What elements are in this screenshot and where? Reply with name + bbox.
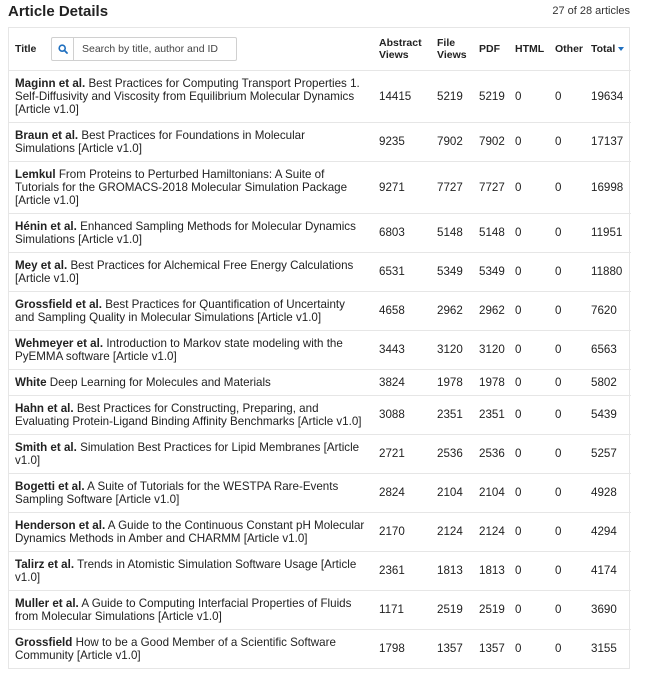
- article-authors: Hahn et al.: [15, 401, 74, 415]
- cell-file-views: 7902: [437, 135, 463, 148]
- cell-pdf: 2519: [479, 603, 505, 616]
- column-header-other[interactable]: Other: [555, 42, 584, 55]
- cell-total: 5439: [591, 408, 617, 421]
- cell-file-views: 2962: [437, 304, 463, 317]
- cell-abstract-views: 9235: [379, 135, 405, 148]
- cell-abstract-views: 6531: [379, 265, 405, 278]
- cell-total: 19634: [591, 89, 624, 103]
- article-authors: Henderson et al.: [15, 518, 106, 532]
- article-title: A Guide to Computing Interfacial Properties of Fluids from Molecular Simulations [Article v1.0]: [15, 596, 352, 623]
- table-row: [9, 369, 631, 395]
- cell-file-views: 2519: [437, 603, 463, 616]
- cell-other: 0: [555, 447, 562, 460]
- article-table: [9, 28, 631, 668]
- cell-abstract-views: 3443: [379, 343, 405, 356]
- cell-file-views: 1357: [437, 642, 463, 656]
- table-body: [9, 70, 631, 668]
- cell-file-views: 2351: [437, 408, 463, 421]
- article-title: How to be a Good Member of a Scientific Software Community [Article v1.0]: [15, 635, 336, 662]
- article-title: Best Practices for Foundations in Molecular Simulations [Article v1.0]: [15, 128, 305, 155]
- article-authors: Smith et al.: [15, 440, 77, 454]
- article-title: Simulation Best Practices for Lipid Membranes [Article v1.0]: [15, 440, 360, 467]
- cell-html: 0: [515, 447, 522, 460]
- cell-other: 0: [555, 89, 562, 103]
- cell-pdf: 2351: [479, 408, 505, 421]
- cell-abstract-views: 1171: [379, 603, 404, 616]
- article-title: Best Practices for Computing Transport Properties 1. Self-Diffusivity and Viscosity from Equilibrium Molecular Dynamics [Article v1.0]: [15, 76, 360, 116]
- cell-html: 0: [515, 486, 522, 499]
- cell-total: 3690: [591, 603, 617, 616]
- cell-html: 0: [515, 343, 522, 356]
- cell-abstract-views: 1798: [379, 642, 405, 656]
- table-row: [9, 70, 631, 122]
- article-title-cell: [9, 590, 371, 629]
- article-authors: Maginn et al.: [15, 76, 86, 90]
- cell-total: 16998: [591, 180, 624, 194]
- cell-pdf: 2124: [479, 525, 505, 538]
- cell-total: 11880: [591, 265, 623, 278]
- cell-pdf: 1357: [479, 642, 505, 656]
- article-title-cell: [9, 70, 371, 122]
- article-title-cell: [9, 252, 371, 291]
- cell-total: 5802: [591, 375, 617, 389]
- cell-pdf: 5349: [479, 265, 505, 278]
- cell-html: 0: [515, 304, 522, 317]
- total-column-label: Total: [591, 42, 616, 55]
- cell-html: 0: [515, 89, 522, 103]
- article-title-cell: [9, 551, 371, 590]
- cell-file-views: 5148: [437, 226, 463, 239]
- table-row: [9, 512, 631, 551]
- cell-abstract-views: 4658: [379, 304, 405, 317]
- cell-file-views: 5349: [437, 265, 463, 278]
- page-title: Article Details: [8, 2, 109, 20]
- cell-abstract-views: 2721: [379, 447, 405, 460]
- cell-other: 0: [555, 564, 562, 577]
- article-title: Best Practices for Constructing, Preparing, and Evaluating Protein-Ligand Binding Affinity Benchmarks [Article v1.0]: [15, 401, 362, 428]
- sort-descending-icon: [618, 47, 624, 51]
- cell-html: 0: [515, 408, 522, 421]
- cell-abstract-views: 3088: [379, 408, 405, 421]
- table-header-row: [9, 28, 631, 70]
- column-header-html[interactable]: HTML: [515, 42, 545, 55]
- article-table-container: [8, 27, 630, 669]
- article-title: Introduction to Markov state modeling with the PyEMMA software [Article v1.0]: [15, 336, 343, 363]
- cell-file-views: 1813: [437, 564, 463, 577]
- article-authors: Braun et al.: [15, 128, 79, 142]
- cell-abstract-views: 9271: [379, 180, 405, 194]
- table-row: [9, 122, 631, 161]
- cell-total: 5257: [591, 447, 617, 460]
- cell-pdf: 1978: [479, 375, 505, 389]
- table-row: [9, 252, 631, 291]
- article-authors: Grossfield: [15, 635, 73, 649]
- article-authors: White: [15, 375, 47, 389]
- cell-other: 0: [555, 603, 562, 616]
- table-row: [9, 291, 631, 330]
- cell-other: 0: [555, 525, 562, 538]
- cell-pdf: 5148: [479, 226, 505, 239]
- cell-file-views: 5219: [437, 89, 463, 103]
- cell-other: 0: [555, 304, 562, 317]
- article-authors: Grossfield et al.: [15, 297, 102, 311]
- cell-html: 0: [515, 375, 522, 389]
- cell-html: 0: [515, 180, 522, 194]
- column-header-pdf[interactable]: PDF: [479, 42, 500, 55]
- cell-pdf: 2536: [479, 447, 505, 460]
- column-header-total[interactable]: [583, 28, 631, 70]
- cell-html: 0: [515, 642, 522, 656]
- article-title: Deep Learning for Molecules and Materials: [49, 375, 271, 389]
- cell-pdf: 5219: [479, 89, 505, 103]
- cell-html: 0: [515, 226, 522, 239]
- table-row: [9, 330, 631, 369]
- cell-total: 6563: [591, 343, 617, 356]
- table-row: [9, 551, 631, 590]
- article-title: Trends in Atomistic Simulation Software Usage [Article v1.0]: [15, 557, 357, 584]
- cell-html: 0: [515, 603, 522, 616]
- cell-abstract-views: 2824: [379, 486, 405, 499]
- cell-file-views: 1978: [437, 375, 463, 389]
- article-title: A Suite of Tutorials for the WESTPA Rare-Events Sampling Software [Article v1.0]: [15, 479, 339, 506]
- article-title: Best Practices for Alchemical Free Energy Calculations [Article v1.0]: [15, 258, 354, 285]
- panel-header: [8, 0, 630, 22]
- column-header-file-views[interactable]: File Views: [437, 36, 467, 61]
- cell-other: 0: [555, 265, 562, 278]
- article-authors: Talirz et al.: [15, 557, 75, 571]
- cell-abstract-views: 3824: [379, 375, 405, 389]
- cell-other: 0: [555, 343, 562, 356]
- article-authors: Wehmeyer et al.: [15, 336, 104, 350]
- article-count: 27 of 28 articles: [552, 5, 630, 17]
- cell-pdf: 7727: [479, 180, 505, 194]
- cell-total: 4294: [591, 525, 617, 538]
- article-authors: Mey et al.: [15, 258, 68, 272]
- cell-other: 0: [555, 375, 562, 389]
- table-row: [9, 629, 631, 668]
- article-title-cell: [9, 473, 371, 512]
- cell-total: 4928: [591, 486, 617, 499]
- article-title: From Proteins to Perturbed Hamiltonians: A Suite of Tutorials for the GROMACS-2018 Molecular Simulation Package [Article v1.0]: [15, 167, 348, 207]
- article-authors: Lemkul: [15, 167, 56, 181]
- article-title-cell: [9, 291, 371, 330]
- cell-abstract-views: 14415: [379, 89, 412, 103]
- article-title-cell: [9, 629, 371, 668]
- article-authors: Hénin et al.: [15, 219, 77, 233]
- article-title: Best Practices for Quantification of Uncertainty and Sampling Quality in Molecular Simulations [Article v1.0]: [15, 297, 345, 324]
- cell-pdf: 3120: [479, 343, 505, 356]
- article-title-cell: [9, 434, 371, 473]
- cell-html: 0: [515, 564, 522, 577]
- article-title-cell: [9, 369, 371, 395]
- column-header-abstract-views[interactable]: Abstract Views: [379, 36, 422, 61]
- cell-html: 0: [515, 135, 522, 148]
- column-header-title: [9, 28, 371, 70]
- cell-total: 3155: [591, 642, 617, 656]
- article-title-cell: [9, 213, 371, 252]
- cell-other: 0: [555, 486, 562, 499]
- cell-file-views: 2104: [437, 486, 463, 499]
- cell-total: 4174: [591, 564, 617, 577]
- cell-abstract-views: 2361: [379, 564, 405, 577]
- table-row: [9, 395, 631, 434]
- table-row: [9, 473, 631, 512]
- cell-abstract-views: 2170: [379, 525, 405, 538]
- cell-other: 0: [555, 180, 562, 194]
- article-title-cell: [9, 161, 371, 213]
- cell-html: 0: [515, 265, 522, 278]
- cell-pdf: 2104: [479, 486, 505, 499]
- cell-pdf: 7902: [479, 135, 505, 148]
- article-title: A Guide to the Continuous Constant pH Molecular Dynamics Methods in Amber and CHARMM [Article v1.0]: [15, 518, 365, 545]
- cell-pdf: 2962: [479, 304, 505, 317]
- article-authors: Muller et al.: [15, 596, 79, 610]
- article-title: Enhanced Sampling Methods for Molecular Dynamics Simulations [Article v1.0]: [15, 219, 356, 246]
- cell-other: 0: [555, 408, 562, 421]
- search-icon[interactable]: [52, 38, 74, 60]
- article-authors: Bogetti et al.: [15, 479, 85, 493]
- article-title-cell: [9, 122, 371, 161]
- article-title-cell: [9, 330, 371, 369]
- title-column-label: Title: [15, 42, 37, 55]
- table-row: [9, 434, 631, 473]
- article-title-cell: [9, 512, 371, 551]
- cell-total: 17137: [591, 135, 624, 148]
- table-row: [9, 213, 631, 252]
- cell-file-views: 7727: [437, 180, 463, 194]
- cell-file-views: 2536: [437, 447, 463, 460]
- cell-pdf: 1813: [479, 564, 505, 577]
- cell-total: 7620: [591, 304, 617, 317]
- cell-other: 0: [555, 135, 562, 148]
- cell-abstract-views: 6803: [379, 226, 405, 239]
- table-row: [9, 590, 631, 629]
- cell-other: 0: [555, 642, 562, 656]
- table-row: [9, 161, 631, 213]
- cell-html: 0: [515, 525, 522, 538]
- search-box: [51, 37, 237, 61]
- article-title-cell: [9, 395, 371, 434]
- cell-file-views: 2124: [437, 525, 463, 538]
- cell-file-views: 3120: [437, 343, 463, 356]
- cell-total: 11951: [591, 226, 623, 239]
- cell-other: 0: [555, 226, 562, 239]
- search-input[interactable]: [74, 39, 236, 59]
